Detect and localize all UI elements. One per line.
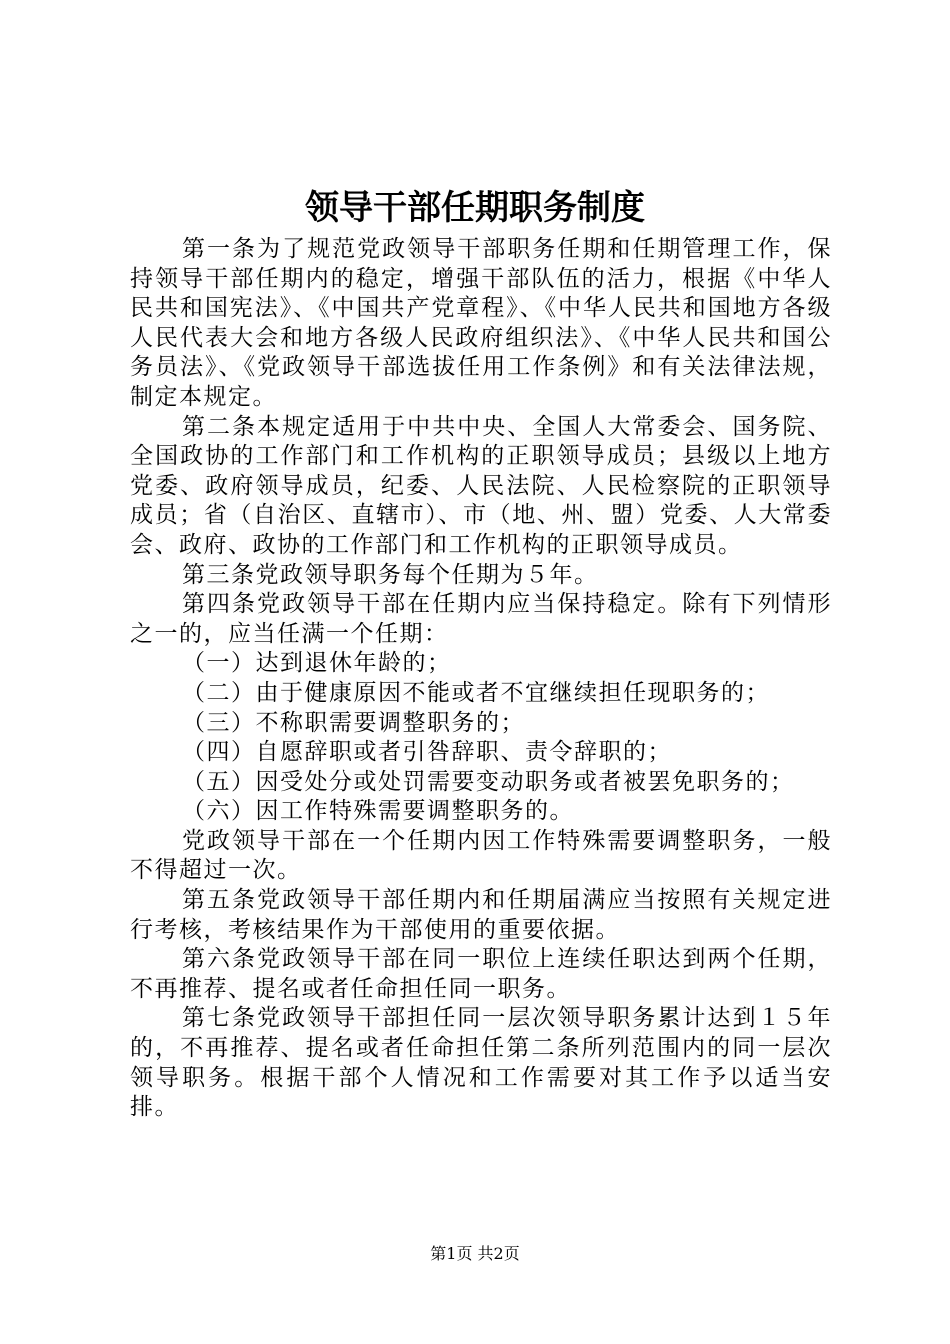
list-item: （五）因受处分或处罚需要变动职务或者被罢免职务的； [182,768,795,795]
list-item: （六）因工作特殊需要调整职务的。 [182,798,574,825]
list-item: （三）不称职需要调整职务的； [182,709,525,736]
article-2: 第二条本规定适用于中共中央、全国人大常委会、国务院、全国政协的工作部门和工作机构的正职领导成员；县级以上地方党委、政府领导成员，纪委、人民法院、人民检察院的正职领导成员；省（自治区、直辖市）、市（地、州、盟）党委、人大常委会、政府、政协的工作部门和工作机构的正职领导成员。 [130,413,832,558]
article-4: 第四条党政领导干部在任期内应当保持稳定。除有下列情形之一的，应当任满一个任期： [130,591,832,647]
document-body [130,235,832,1123]
list-item: （四）自愿辞职或者引咎辞职、责令辞职的； [182,739,672,766]
article-3: 第三条党政领导职务每个任期为５年。 [182,561,599,588]
article-7: 第七条党政领导干部担任同一层次领导职务累计达到１５年的，不再推荐、提名或者任命担任第二条所列范围内的同一层次领导职务。根据干部个人情况和工作需要对其工作予以适当安排。 [130,1005,832,1121]
list-item: （二）由于健康原因不能或者不宜继续担任现职务的； [182,679,770,706]
article-6: 第六条党政领导干部在同一职位上连续任职达到两个任期，不再推荐、提名或者任命担任同一职务。 [130,946,832,1002]
article-4-note: 党政领导干部在一个任期内因工作特殊需要调整职务，一般不得超过一次。 [130,827,832,884]
document-title: 领导干部任期职务制度 [305,188,645,228]
page-footer: 第1页 共2页 [430,1244,520,1263]
article-5: 第五条党政领导干部任期内和任期届满应当按照有关规定进行考核，考核结果作为干部使用的重要依据。 [130,887,832,943]
article-1: 第一条为了规范党政领导干部职务任期和任期管理工作，保持领导干部任期内的稳定，增强干部队伍的活力，根据《中华人民共和国宪法》、《中国共产党章程》、《中华人民共和国地方各级人民代表大会和地方各级人民政府组织法》、《中华人民共和国公务员法》、《党政领导干部选拔任用工作条例》和有关法律法规，制定本规定。 [130,236,832,410]
list-item: （一）达到退休年龄的； [182,650,452,677]
